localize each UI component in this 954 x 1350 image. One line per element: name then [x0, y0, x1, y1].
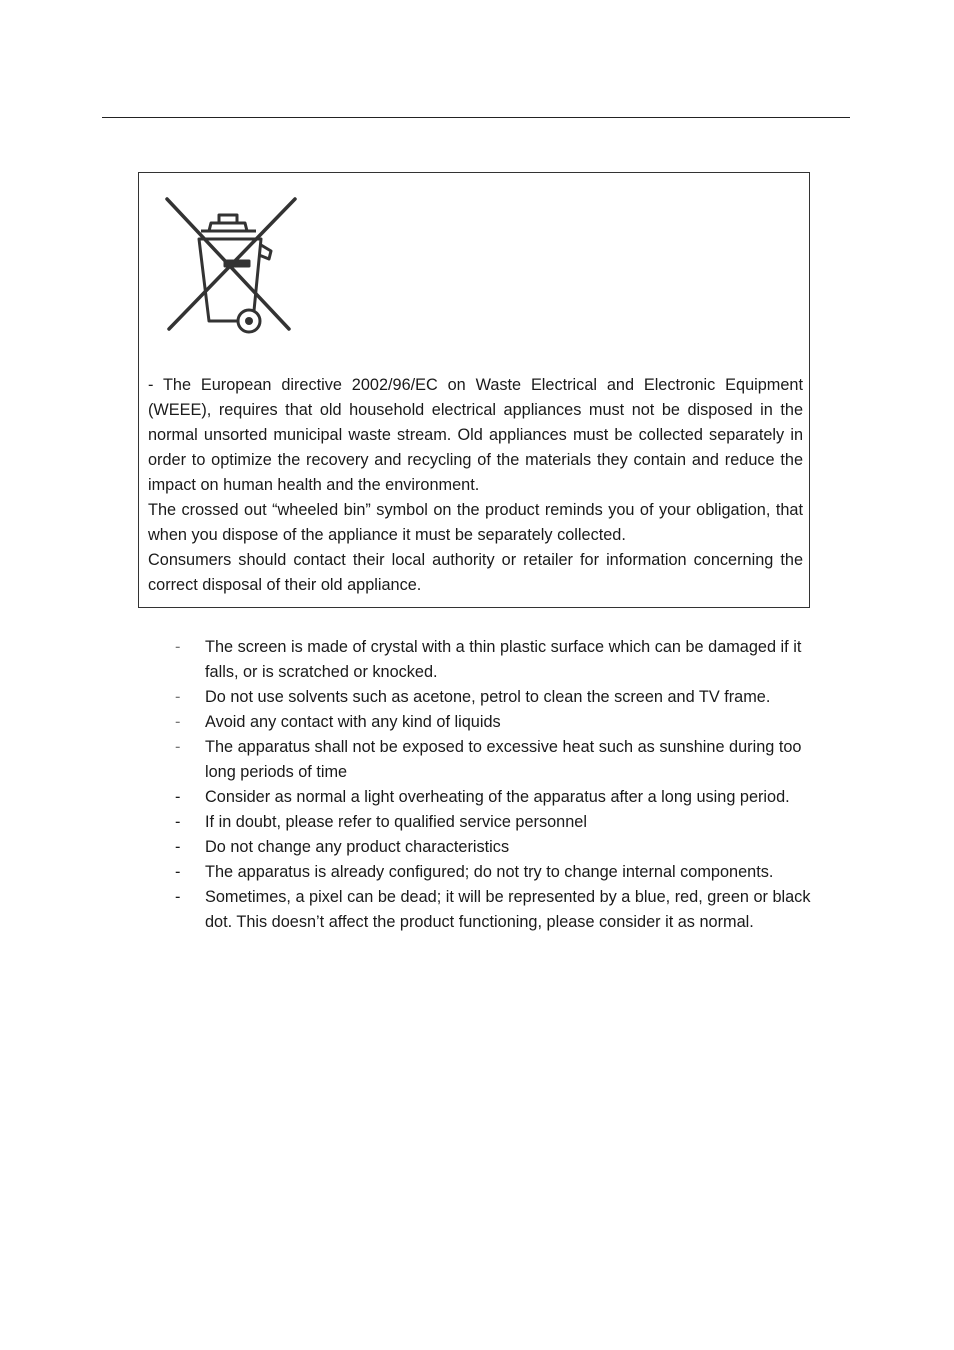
bullet-dash: -: [175, 888, 181, 906]
list-item-text: Sometimes, a pixel can be dead; it will be represented by a blue, red, green or black dot. This doesn’t affect the product functioning, please consider it as normal.: [205, 888, 811, 931]
bullet-dash: -: [175, 738, 181, 756]
bullet-dash: -: [175, 713, 181, 731]
bullet-dash: -: [175, 813, 181, 831]
care-instructions-list: [175, 635, 825, 935]
header-rule: [102, 117, 850, 118]
weee-paragraph: Consumers should contact their local authority or retailer for information concerning the correct disposal of their old appliance.: [148, 551, 803, 594]
list-item: [175, 810, 825, 835]
list-item-text: The apparatus is already configured; do not try to change internal components.: [205, 863, 774, 881]
weee-notice-text: [148, 373, 803, 598]
crossed-out-wheeled-bin-icon: [161, 193, 301, 338]
list-item-text: The screen is made of crystal with a thin plastic surface which can be damaged if it falls, or is scratched or knocked.: [205, 638, 802, 681]
weee-paragraph: The crossed out “wheeled bin” symbol on the product reminds you of your obligation, that when you dispose of the appliance it must be separately collected.: [148, 501, 803, 544]
list-item: [175, 685, 825, 710]
bullet-dash: -: [175, 863, 181, 881]
bullet-dash: -: [175, 788, 181, 806]
list-item: [175, 735, 825, 785]
bullet-dash: -: [175, 638, 181, 656]
list-item-text: Do not use solvents such as acetone, petrol to clean the screen and TV frame.: [205, 688, 771, 706]
weee-paragraph: - The European directive 2002/96/EC on Waste Electrical and Electronic Equipment (WEEE), requires that old household electrical appliances must not be disposed in the normal unsorted municipal waste stream. Old appliances must be collected separately in order to optimize the recovery and recycling of the materials they contain and reduce the impact on human health and the environment.: [148, 376, 803, 494]
list-item-text: If in doubt, please refer to qualified service personnel: [205, 813, 587, 831]
list-item-text: Do not change any product characteristics: [205, 838, 510, 856]
bullet-dash: -: [175, 688, 181, 706]
bullet-dash: -: [175, 838, 181, 856]
list-item: [175, 710, 825, 735]
list-item-text: The apparatus shall not be exposed to excessive heat such as sunshine during too long periods of time: [205, 738, 802, 781]
list-item-text: Consider as normal a light overheating of the apparatus after a long using period.: [205, 788, 790, 806]
list-item: [175, 785, 825, 810]
list-item: [175, 885, 825, 935]
list-item: [175, 635, 825, 685]
list-item: [175, 860, 825, 885]
list-item: [175, 835, 825, 860]
list-item-text: Avoid any contact with any kind of liquids: [205, 713, 501, 731]
weee-notice-box: [138, 172, 810, 608]
